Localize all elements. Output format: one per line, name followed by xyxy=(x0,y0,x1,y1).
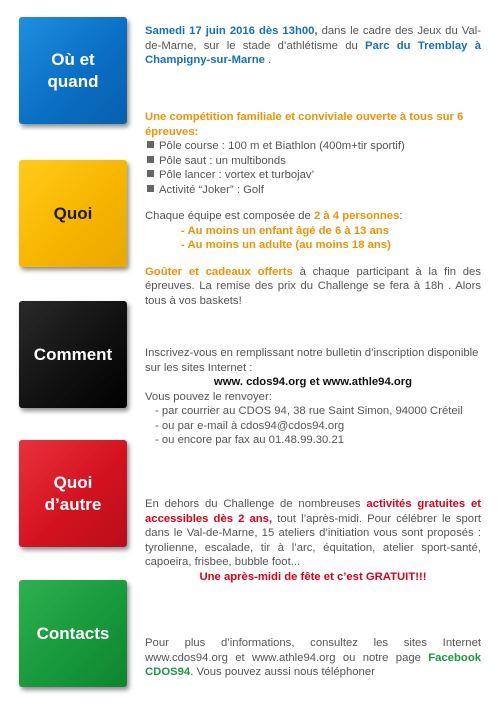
return-email: - ou par e-mail à cdos94@cdos94.org xyxy=(155,419,345,432)
return-fax: - ou encore par fax au 01.48.99.30.21 xyxy=(155,434,345,446)
event-venue: Parc du Tremblay à Champigny-sur-Marne xyxy=(145,39,481,66)
what-text xyxy=(145,110,481,308)
contacts-info: Pour plus d’informations, consultez les sites Internet www.cdos94.org et www.athle94.org ou notre page xyxy=(145,637,481,664)
contacts-info: . Vous pouvez aussi nous téléphoner xyxy=(190,666,375,678)
tile-label: quand xyxy=(47,71,99,91)
gift-highlight: Goûter et cadeaux offerts xyxy=(145,265,293,278)
how-tile xyxy=(19,301,127,408)
list-item-text: Pôle saut : un multibonds xyxy=(159,154,286,167)
list-item xyxy=(145,183,481,198)
tile-label: Comment xyxy=(33,344,113,364)
activities-text: tout l’après-midi. Pour célébrer le sport dans le Val-de-Marne, 15 ateliers d’initiation vous sont proposés : tyrolienne, escalade, tir à l’arc, équitation, atelier sport-santé, capoeira, frisbee, bubble foot... xyxy=(145,512,481,568)
team-rule: - Au moins un adulte (au moins 18 ans) xyxy=(181,239,391,251)
list-item xyxy=(145,168,481,183)
event-date: Samedi 17 juin 2016 dès 13h00, xyxy=(145,25,318,37)
how-text xyxy=(145,346,481,448)
where-when-text xyxy=(145,24,481,68)
list-item-text: Pôle lancer : vortex et turbojav’ xyxy=(159,169,315,181)
gift-text: à chaque participant à la fin des épreuves. La remise des prix du Challenge se fera à 18h . Alors tous à vos baskets! xyxy=(145,265,481,307)
team-size: 2 à 4 personnes xyxy=(313,210,400,222)
events-list xyxy=(145,139,481,197)
team-text: Chaque équipe est composée de xyxy=(145,210,314,222)
square-bullet-icon xyxy=(147,156,154,163)
free-slogan: Une après-midi de fête et c’est GRATUIT!!! xyxy=(199,570,427,583)
what-else-text xyxy=(145,497,481,584)
team-composition xyxy=(145,209,481,224)
list-item xyxy=(145,154,481,169)
team-rule: - Au moins un enfant âgé de 6 à 13 ans xyxy=(181,224,389,237)
signup-sites: www. cdos94.org et www.athle94.org xyxy=(213,376,413,388)
facebook-page: Facebook CDOS94 xyxy=(145,651,481,678)
list-item-text: Pôle course : 100 m et Biathlon (400m+tir sportif) xyxy=(159,140,405,152)
where-when-tile xyxy=(19,17,127,124)
tile-label: Contacts xyxy=(36,623,110,643)
competition-intro: Une compétition familiale et conviviale ouverte à tous sur 6 épreuves: xyxy=(145,111,464,138)
tile-label: Quoi xyxy=(53,203,93,223)
tile-label: Quoi xyxy=(53,472,93,492)
square-bullet-icon xyxy=(147,185,154,192)
tile-label: d’autre xyxy=(44,494,102,514)
return-label: Vous pouvez le renvoyer: xyxy=(145,390,272,403)
return-mail: - par courrier au CDOS 94, 38 rue Saint Simon, 94000 Créteil xyxy=(155,405,463,417)
activities-text: En dehors du Challenge de nombreuses xyxy=(145,498,367,510)
contacts-tile xyxy=(19,580,127,687)
punctuation: : xyxy=(399,210,403,222)
activities-highlight: activités gratuites et accessibles dès 2 ans, xyxy=(145,498,481,525)
activities-paragraph xyxy=(145,497,481,570)
square-bullet-icon xyxy=(147,141,154,148)
contacts-text xyxy=(145,636,481,680)
punctuation: . xyxy=(264,54,272,66)
list-item xyxy=(145,139,481,154)
tile-label: Où et xyxy=(51,49,95,69)
event-context: dans le cadre des Jeux du Val-de-Marne, sur le stade d’athlétisme du xyxy=(145,25,481,52)
what-tile xyxy=(19,160,127,267)
what-else-tile xyxy=(19,440,127,547)
signup-intro: Inscrivez-vous en remplissant notre bulletin d’inscription disponible sur les sites Internet : xyxy=(145,347,479,374)
gift-paragraph xyxy=(145,265,481,309)
list-item-text: Activité “Joker” : Golf xyxy=(159,183,264,196)
square-bullet-icon xyxy=(147,170,154,177)
